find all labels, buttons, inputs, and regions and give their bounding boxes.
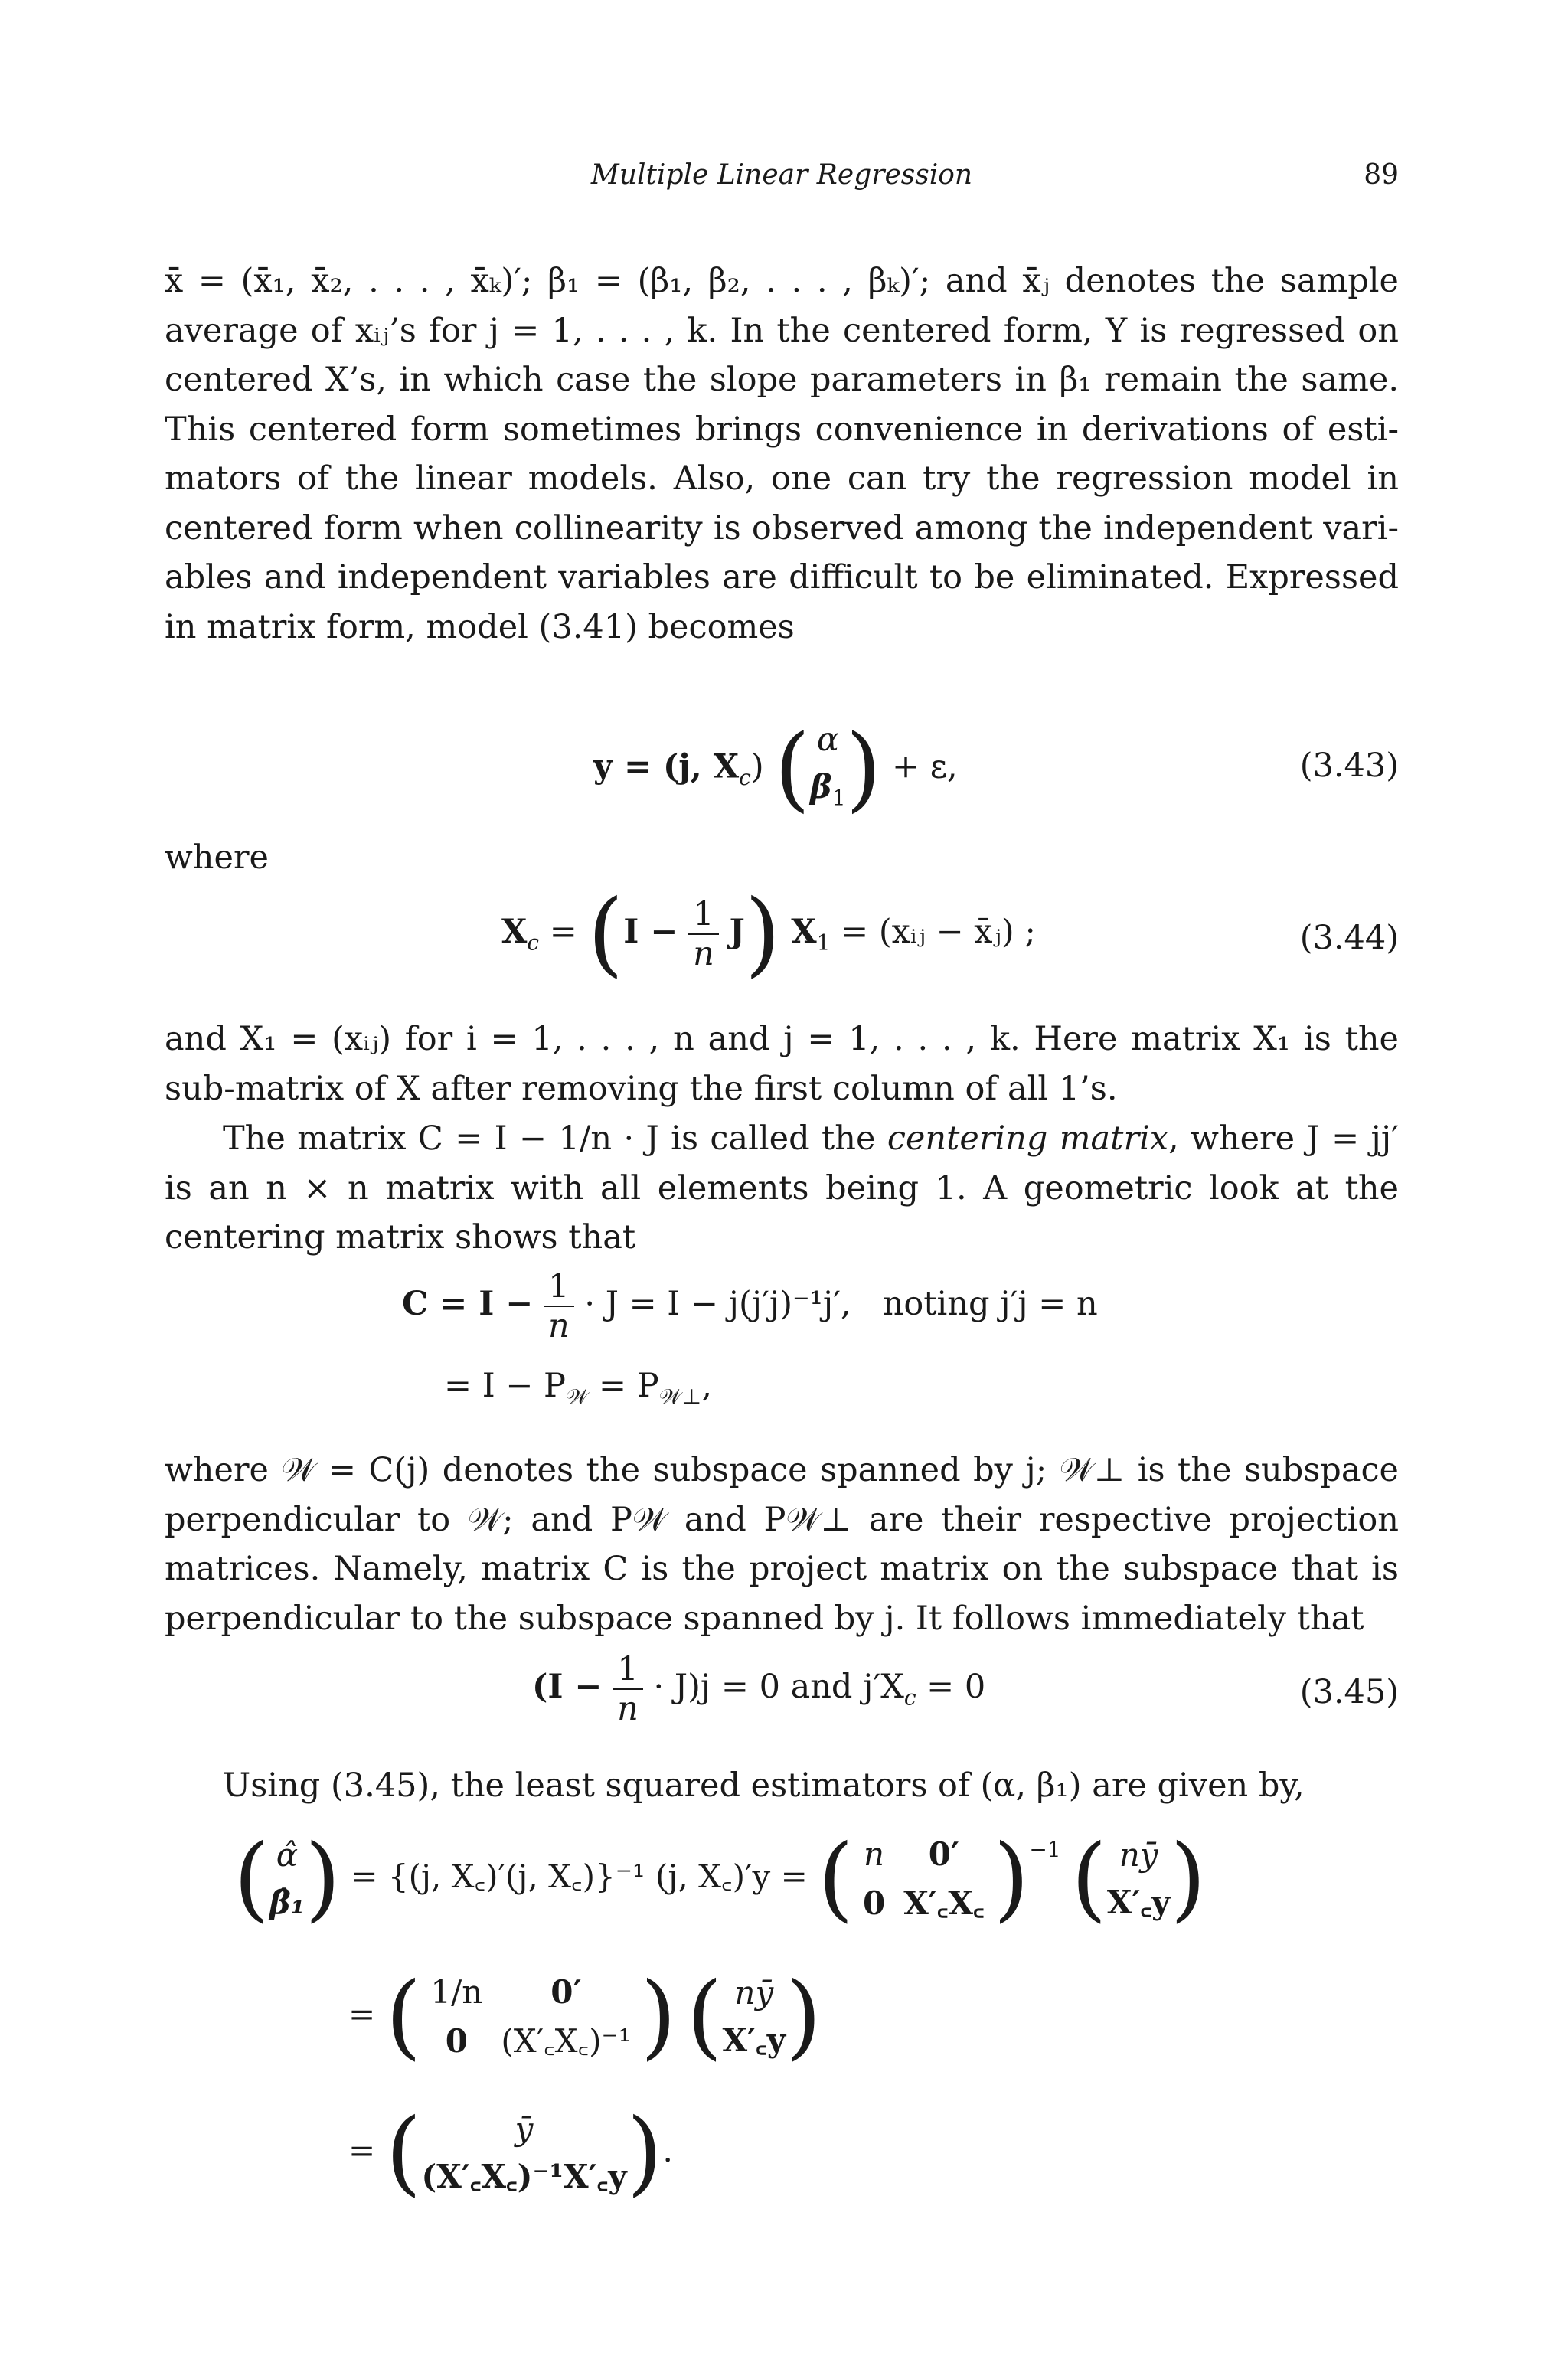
- fraction: [688, 895, 719, 973]
- eq-equals: =: [348, 2132, 376, 2169]
- paragraph-subspace: [165, 1446, 1399, 1643]
- text-line: perpendicular to 𝒲; and P𝒲 and P𝒲⊥ are their respective projection: [165, 1500, 1399, 1539]
- eq-term: J: [729, 913, 745, 951]
- estimator-row-1: [234, 1825, 1207, 1932]
- text-line: in matrix form, model (3.41) becomes: [165, 607, 795, 646]
- vector-entry: (X′꜀X꜀)⁻¹X′꜀y: [421, 2158, 627, 2195]
- equation-row-1: [402, 1267, 1098, 1345]
- frac-denominator: n: [693, 935, 714, 973]
- eq-equals: =: [549, 913, 577, 951]
- matrix-entry: n: [864, 1835, 885, 1873]
- equation-body: [501, 881, 1036, 987]
- eq-subscript: 𝒲: [565, 1384, 589, 1410]
- vector-entry: X′꜀y: [1106, 1884, 1171, 1921]
- running-title: Multiple Linear Regression: [590, 159, 973, 191]
- eq-term: .: [662, 2132, 673, 2169]
- right-paren: ): [305, 1825, 341, 1932]
- right-paren: ): [744, 881, 781, 987]
- column-vector: [270, 1832, 305, 1926]
- right-paren: ): [786, 1963, 822, 2070]
- eq-term: · J)j = 0 and j′X: [653, 1668, 904, 1706]
- estimator-row-2: [348, 1963, 822, 2070]
- matrix: [421, 1968, 640, 2066]
- text-run: , where J = jj′: [1168, 1119, 1399, 1158]
- frac-denominator: n: [547, 1307, 570, 1345]
- paragraph-x1-definition: [165, 1015, 1399, 1113]
- text-line: where 𝒲 = C(j) denotes the subspace spanned by j; 𝒲⊥ is the subspace: [165, 1451, 1399, 1489]
- left-paren: (: [385, 1963, 422, 2070]
- eq-term: = P: [588, 1367, 659, 1405]
- text-line: is an n × n matrix with all elements being 1. A geometric look at the: [165, 1168, 1399, 1208]
- eq-subscript: 1: [831, 785, 846, 811]
- eq-term: = I − P: [444, 1367, 566, 1405]
- equation-3-43: [165, 716, 1399, 823]
- right-paren: ): [845, 715, 882, 822]
- equation-3-45: [165, 1650, 1399, 1742]
- right-paren: ): [993, 1825, 1030, 1932]
- equation-number: (3.45): [1299, 1673, 1399, 1711]
- text-line: average of xᵢⱼ’s for j = 1, . . . , k. In the centered form, Y is regressed on: [165, 311, 1399, 350]
- text-line: Using (3.45), the least squared estimators of (α, β₁) are given by,: [223, 1766, 1305, 1805]
- text-line: and X₁ = (xᵢⱼ) for i = 1, . . . , n and j = 1, . . . , k. Here matrix X₁ is the: [165, 1020, 1399, 1058]
- vector-entry: X′꜀y: [722, 2021, 786, 2059]
- text-line: sub-matrix of X after removing the first column of all 1’s.: [165, 1069, 1118, 1108]
- column-vector: [421, 2106, 626, 2201]
- column-vector: [723, 1969, 786, 2064]
- right-paren: ): [1170, 1825, 1207, 1932]
- frac-numerator: 1: [688, 895, 719, 935]
- text-line: centered form when collinearity is observed among the independent vari-: [165, 508, 1399, 547]
- left-paren: (: [587, 881, 624, 987]
- equation-number: (3.43): [1299, 747, 1399, 785]
- matrix-entry: 0: [862, 1884, 886, 1922]
- right-paren: ): [626, 2100, 663, 2206]
- eq-paren: ): [750, 747, 764, 786]
- eq-equals: =: [348, 1995, 376, 2033]
- left-paren: (: [385, 2100, 422, 2206]
- equation-centering: [165, 1267, 1399, 1428]
- eq-note: noting j′j = n: [882, 1285, 1098, 1323]
- text-line: This centered form sometimes brings convenience in derivations of esti-: [165, 410, 1399, 449]
- frac-denominator: n: [617, 1690, 639, 1728]
- eq-subscript: c: [739, 764, 751, 790]
- matrix-entry: (X′꜀X꜀)⁻¹: [501, 2022, 632, 2060]
- matrix-entry: 0: [445, 2022, 468, 2060]
- text-line: centering matrix shows that: [165, 1218, 636, 1257]
- eq-subscript: c: [527, 930, 540, 956]
- running-head: [165, 159, 1399, 198]
- right-paren: ): [640, 1963, 677, 2070]
- matrix: [854, 1830, 994, 1928]
- vector-entry: α̂: [276, 1836, 299, 1874]
- text-line: matrices. Namely, matrix C is the project matrix on the subspace that is: [165, 1550, 1399, 1588]
- equation-3-44: [165, 881, 1399, 995]
- text-line: perpendicular to the subspace spanned by j. It follows immediately that: [165, 1599, 1364, 1638]
- fraction: [544, 1267, 574, 1345]
- paragraph-estimators: [165, 1761, 1399, 1811]
- eq-lhs: y = (j, X: [593, 747, 740, 786]
- eq-subscript: c: [903, 1685, 916, 1711]
- eq-subscript: 1: [816, 930, 831, 956]
- eq-term: C = I −: [402, 1285, 534, 1323]
- equation-body: [532, 1650, 985, 1728]
- column-vector: [1107, 1832, 1171, 1926]
- eq-term: X: [791, 913, 817, 951]
- eq-term: = {(j, X꜀)′(j, X꜀)}⁻¹ (j, X꜀)′y =: [351, 1858, 808, 1895]
- text-run: The matrix C = I − 1/n · J is called the: [223, 1119, 887, 1158]
- vector-entry: β̂₁: [269, 1884, 305, 1921]
- equation-row-2: [444, 1367, 712, 1410]
- eq-term: · J = I − j(j′j)⁻¹j′,: [584, 1285, 851, 1323]
- equation-number: (3.44): [1299, 919, 1399, 957]
- vector-entry: β: [810, 768, 832, 806]
- eq-term: (I −: [532, 1668, 603, 1706]
- eq-term: = 0: [916, 1668, 986, 1706]
- text-line: ables and independent variables are difficult to be eliminated. Expressed: [165, 558, 1399, 596]
- vector-entry: α: [816, 721, 839, 759]
- equation-body: [593, 716, 958, 822]
- text-line: x̄ = (x̄₁, x̄₂, . . . , x̄ₖ)′; β₁ = (β₁, β₂, . . . , βₖ)′; and x̄ⱼ denotes the sample: [165, 262, 1399, 300]
- paragraph-centering-matrix: [165, 1114, 1399, 1263]
- eq-rhs: = (xᵢⱼ − x̄ⱼ) ;: [841, 913, 1036, 951]
- text-line: mators of the linear models. Also, one can try the regression model in: [165, 459, 1399, 498]
- eq-superscript: −1: [1029, 1837, 1061, 1862]
- column-vector: [810, 716, 845, 822]
- matrix-entry: 0′: [928, 1835, 960, 1873]
- text-line: [165, 1114, 1399, 1164]
- left-paren: (: [774, 715, 811, 822]
- eq-rhs: + ε,: [892, 747, 958, 786]
- text-line: centered X’s, in which case the slope parameters in β₁ remain the same.: [165, 361, 1399, 399]
- left-paren: (: [234, 1825, 270, 1932]
- equation-estimators: [165, 1825, 1399, 2243]
- emphasis-term: centering matrix: [887, 1119, 1169, 1158]
- matrix-entry: 1/n: [430, 1973, 483, 2011]
- vector-entry: nȳ: [734, 1974, 774, 2011]
- paragraph-centered-form: [165, 257, 1399, 652]
- eq-term: I −: [623, 913, 678, 951]
- fraction: [612, 1650, 643, 1728]
- vector-entry: ȳ: [514, 2110, 534, 2148]
- left-paren: (: [686, 1963, 723, 2070]
- left-paren: (: [1070, 1825, 1107, 1932]
- eq-lhs: X: [501, 913, 528, 951]
- eq-term: ,: [701, 1367, 713, 1405]
- matrix-entry: 0′: [550, 1973, 582, 2011]
- frac-numerator: 1: [612, 1650, 643, 1690]
- vector-entry: nȳ: [1119, 1836, 1158, 1874]
- matrix-entry: X′꜀X꜀: [903, 1884, 985, 1922]
- page-number: 89: [1364, 159, 1399, 191]
- left-paren: (: [818, 1825, 854, 1932]
- eq-subscript: 𝒲⊥: [658, 1384, 702, 1410]
- where-label: where: [165, 838, 269, 877]
- frac-numerator: 1: [544, 1267, 574, 1307]
- estimator-row-3: [348, 2100, 673, 2206]
